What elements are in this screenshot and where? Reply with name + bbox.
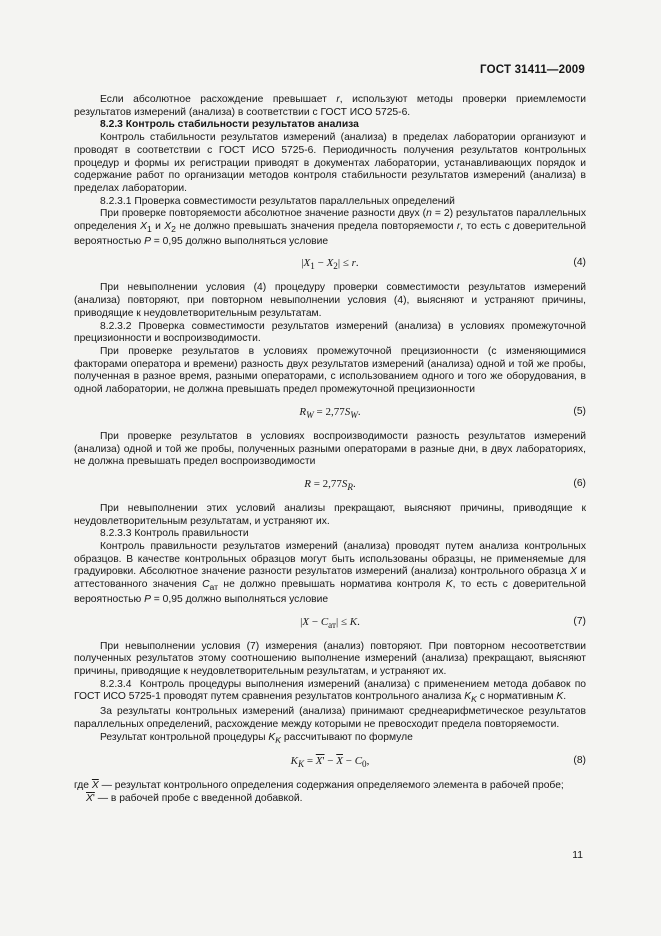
equation-8 (74, 755, 586, 768)
equation-7 (74, 616, 586, 629)
equation-number: (8) (573, 755, 586, 767)
equation-formula: $K_K = X' - \overline{X} - C_0$, (290, 755, 370, 770)
paragraph: 8.2.3.4 Контроль процедуры выполнения измерений (анализа) с применением метода добавок по ГОСТ ИСО 5725-1 проводят путем сравнения результатов контрольного анализа $K_K$ с нормативным K. (74, 678, 586, 705)
paragraph: При невыполнении условия (7) измерения (анализ) повторяют. При повторном несоответствии полученных результатов этому соотношению выполнение измерений (анализа) прекращают, выясняют причины, приводящие к неудовлетворительным результатам, и устраняют их. (74, 640, 586, 677)
paragraph: За результаты контрольных измерений (анализа) принимают среднеарифметическое результатов параллельных определений, расхождение между которыми не превосходит предела повторяемости. (74, 706, 586, 730)
paragraph: Если абсолютное расхождение превышает r, используют методы проверки приемлемости результатов измерений (анализа) в соответствии с ГОСТ ИСО 5725-6. (74, 94, 586, 118)
paragraph: 8.2.3.2 Проверка совместимости результатов измерений (анализа) в условиях промежуточной прецизионности и воспроизводимости. (74, 320, 586, 345)
equation-formula: $R_W = 2,77S_W$. (299, 405, 361, 420)
section-heading-8-2-3-3: 8.2.3.3 Контроль правильности (100, 528, 249, 540)
paragraph: При невыполнении условия (4) процедуру проверки совместимости результатов измерений (анализа) повторяют, при повторном невыполнении условия (4), выясняют и устраняют причины, приводящие к неудовлетворительным результатам. (74, 282, 586, 319)
standard-number: ГОСТ 31411—2009 (480, 64, 585, 76)
equation-4 (74, 257, 586, 270)
paragraph: Контроль правильности результатов измерений (анализа) проводят путем анализа контрольных образцов. В качестве контрольных образцов могут быть использованы образцы, не применяемые для градуировки. Абсолютное значение разности результатов измерений (анализа) контрольного образца X и аттестованного значения $C_{ат}$ не должно превышать норматива контроля K, то есть с доверительной вероятностью P = 0,95 должно выполняться условие (74, 541, 586, 605)
equation-number: (7) (573, 615, 586, 627)
paragraph: При проверке повторяемости абсолютное значение разности двух (n = 2) результатов параллельных определения $X_1$ и $X_2$ не должно превышать значения предела повторяемости r, то есть с доверительной вероятностью P = 0,95 должно выполняться условие (74, 208, 586, 247)
page-content (74, 94, 586, 806)
equation-formula: $|X - C_{ат}| \le K$. (300, 615, 360, 630)
where-clause: где $\overline{X}$ — результат контрольного определения содержания определяемого элемента в рабочей пробе; (74, 780, 564, 792)
equation-number: (4) (573, 257, 586, 269)
paragraph: При проверке результатов в условиях промежуточной прецизионности (с изменяющимися факторами оператора и времени) разность двух результатов измерений (анализа) одной и той же пробы, полученная в разное время, разными операторами, с использованием одного и того же оборудования, в одной лаборатории, не должна превышать предел промежуточной прецизионности (74, 346, 586, 396)
page-number: 11 (572, 850, 583, 861)
paragraph: При невыполнении этих условий анализы прекращают, выясняют причины, приводящие к неудовлетворительным результатам, и устраняют их. (74, 502, 586, 527)
paragraph: Контроль стабильности результатов измерений (анализа) в пределах лаборатории организуют и проводят в соответствии с ГОСТ ИСО 5725-6. Периодичность получения результатов контрольных процедур и формы их регистрации приводят в документах лаборатории, устанавливающих порядок и содержание работ по организации методов контроля стабильности результатов измерений (анализа) в пределах лаборатории. (74, 132, 586, 194)
equation-formula: $R = 2,77S_R$. (304, 477, 356, 493)
equation-number: (6) (573, 477, 586, 489)
paragraph: При проверке результатов в условиях воспроизводимости разность результатов измерений (анализа) одной и той же пробы, полученных разными операторами в разные дни, в двух лабораториях, не должна превышать предел воспроизводимости (74, 430, 586, 468)
section-heading-8-2-3: 8.2.3 Контроль стабильности результатов анализа (100, 119, 359, 131)
paragraph: Результат контрольной процедуры $K_K$ рассчитывают по формуле (100, 731, 413, 745)
where-clause: X' — в рабочей пробе с введенной добавкой. (86, 793, 303, 805)
section-heading-8-2-3-1: 8.2.3.1 Проверка совместимости результатов параллельных определений (100, 195, 455, 207)
equation-number: (5) (573, 405, 586, 417)
equation-5 (74, 406, 586, 419)
equation-6 (74, 478, 586, 491)
equation-formula: $|X_1 - X_2| \le r$. (301, 257, 359, 272)
